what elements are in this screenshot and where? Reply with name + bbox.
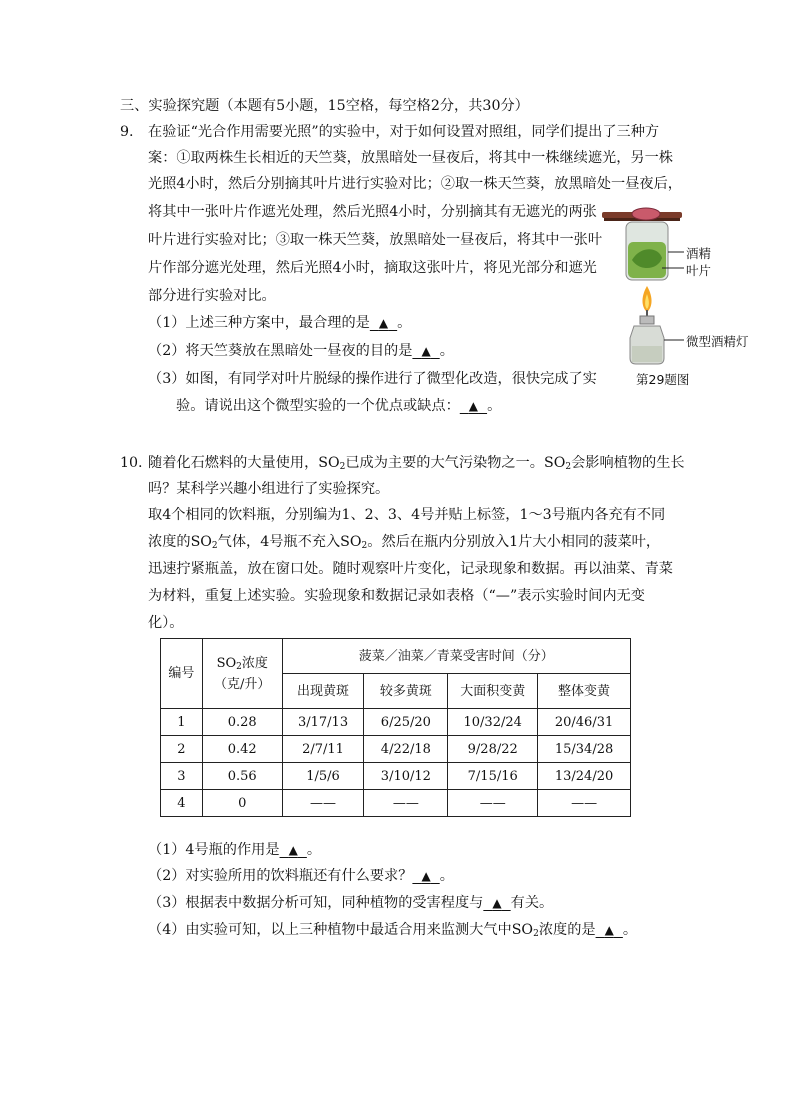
- q10-line1-c: 会影响植物的生长: [571, 455, 685, 471]
- q9-line-5: 叶片进行实验对比；③取一株天竺葵，放黑暗处一昼夜后，将其中一张叶: [148, 232, 603, 248]
- q9-sub2-text: （2）将天竺葵放在黑暗处一昼夜的目的是: [148, 343, 413, 359]
- period: 。: [439, 868, 454, 884]
- q9-sub1: [148, 313, 411, 333]
- cell-value: 1/5/6: [282, 763, 364, 790]
- q10-sub3-text-b: 有关。: [510, 895, 554, 911]
- q10-number: 10.: [120, 455, 143, 471]
- header-number: 编号: [161, 639, 203, 709]
- section-title: 三、实验探究题（本题有5小题，15空格，每空格2分，共30分）: [120, 98, 529, 114]
- cell-value: 15/34/28: [538, 736, 631, 763]
- blank-mark: ▲: [421, 869, 431, 883]
- cell-conc: 0.42: [202, 736, 282, 763]
- q10-line4-c: 。然后在瓶内分别放入1片大小相同的菠菜叶，: [367, 534, 661, 550]
- cell-id: 2: [161, 736, 203, 763]
- cell-value: 3/17/13: [282, 709, 364, 736]
- q10-line-5: 迅速拧紧瓶盖，放在窗口处。随时观察叶片变化，记录现象和数据。再以油菜、青菜: [148, 561, 673, 577]
- q9-line-2: 案：①取两株生长相近的天竺葵，放黑暗处一昼夜后，将其中一株继续遮光，另一株: [148, 150, 673, 166]
- subscript: 2: [565, 462, 572, 472]
- period: 。: [487, 398, 502, 414]
- figure-caption: 第29题图: [636, 372, 690, 387]
- period: 。: [622, 922, 638, 938]
- header-col-1: 出现黄斑: [282, 674, 364, 709]
- table-row: [161, 709, 631, 736]
- header-conc-b: 浓度: [241, 655, 268, 671]
- q10-line-6: 为材料，重复上述实验。实验现象和数据记录如表格（“—”表示实验时间内无变: [148, 588, 645, 604]
- q10-line-1: [148, 453, 685, 477]
- header-concentration: [202, 639, 282, 709]
- cell-value: 7/15/16: [448, 763, 538, 790]
- q9-sub3-text: 验。请说出这个微型实验的一个优点或缺点：: [176, 398, 460, 414]
- q10-sub2-blank[interactable]: [412, 866, 439, 886]
- damage-time-table: [160, 638, 631, 817]
- cell-value: 3/10/12: [364, 763, 448, 790]
- cell-id: 1: [161, 709, 203, 736]
- label-alcohol: 酒精: [686, 246, 712, 261]
- q10-sub4: [148, 920, 637, 944]
- cell-value: 6/25/20: [364, 709, 448, 736]
- q10-sub1-blank[interactable]: [280, 840, 307, 860]
- q10-line-4: [148, 532, 660, 556]
- q9-sub2: [148, 341, 454, 361]
- q9-line-7: 部分进行实验对比。: [148, 288, 276, 304]
- header-conc-unit: （克/升）: [214, 676, 271, 692]
- q10-sub1-text: （1）4号瓶的作用是: [148, 842, 280, 858]
- cell-value: 13/24/20: [538, 763, 631, 790]
- period: 。: [306, 842, 322, 858]
- cell-value: ——: [282, 790, 364, 817]
- q10-sub2-text: （2）对实验所用的饮料瓶还有什么要求？: [148, 868, 413, 884]
- q9-sub1-text: （1）上述三种方案中，最合理的是: [148, 315, 370, 331]
- q10-sub3: [148, 893, 553, 913]
- q9-figure: [600, 200, 770, 390]
- blank-mark: ▲: [288, 843, 298, 857]
- q10-sub1: [148, 840, 321, 860]
- label-leaf: 叶片: [686, 263, 712, 278]
- cell-conc: 0.28: [202, 709, 282, 736]
- q10-sub2: [148, 866, 454, 886]
- blank-mark: ▲: [492, 896, 502, 910]
- q10-line-2: 吗？某科学兴趣小组进行了实验探究。: [148, 481, 390, 497]
- header-col-2: 较多黄斑: [364, 674, 448, 709]
- q10-sub4-text-b: 浓度的是: [538, 922, 596, 938]
- q9-sub3-line1: （3）如图，有同学对叶片脱绿的操作进行了微型化改造，很快完成了实: [148, 371, 597, 387]
- period: 。: [439, 343, 454, 359]
- q10-sub4-text-a: （4）由实验可知，以上三种植物中最适合用来监测大气中SO: [148, 922, 534, 938]
- header-damage-group: 菠菜／油菜／青菜受害时间（分）: [282, 639, 630, 674]
- q9-sub1-blank[interactable]: [370, 313, 397, 333]
- q9-line-4: 将其中一张叶片作遮光处理，然后光照4小时，分别摘其有无遮光的两张: [148, 204, 597, 220]
- cell-value: 4/22/18: [364, 736, 448, 763]
- q9-line-6: 片作部分遮光处理，然后光照4小时，摘取这张叶片，将见光部分和遮光: [148, 260, 597, 276]
- subscript: 2: [361, 541, 368, 551]
- cell-id: 4: [161, 790, 203, 817]
- cell-value: ——: [538, 790, 631, 817]
- subscript: 2: [211, 541, 218, 551]
- cell-value: 9/28/22: [448, 736, 538, 763]
- blank-mark: ▲: [378, 316, 389, 330]
- blank-mark: ▲: [421, 344, 431, 358]
- subscript: 2: [533, 929, 539, 939]
- q10-line1-a: 随着化石燃料的大量使用，SO: [148, 455, 340, 471]
- q9-number: 9.: [120, 124, 134, 140]
- cell-id: 3: [161, 763, 203, 790]
- period: 。: [397, 315, 412, 331]
- cell-value: 2/7/11: [282, 736, 364, 763]
- q10-sub3-blank[interactable]: [483, 893, 510, 913]
- q9-sub3-line2: [176, 396, 501, 416]
- q10-line-7: 化）。: [148, 615, 184, 631]
- q9-sub2-blank[interactable]: [412, 341, 439, 361]
- blank-mark: ▲: [604, 923, 614, 937]
- q9-line-3: 光照4小时，然后分别摘其叶片进行实验对比；②取一株天竺葵，放黑暗处一昼夜后，: [148, 176, 682, 192]
- cell-conc: 0.56: [202, 763, 282, 790]
- q10-line1-b: 已成为主要的大气污染物之一。SO: [345, 455, 566, 471]
- blank-mark: ▲: [468, 399, 479, 413]
- cell-conc: 0: [202, 790, 282, 817]
- label-lamp: 微型酒精灯: [686, 334, 749, 349]
- table-row: [161, 763, 631, 790]
- table-row: [161, 790, 631, 817]
- header-col-3: 大面积变黄: [448, 674, 538, 709]
- micro-experiment-illustration: [600, 200, 770, 390]
- cell-value: 10/32/24: [448, 709, 538, 736]
- subscript: 2: [236, 661, 242, 672]
- q10-line4-b: 气体，4号瓶不充入SO: [217, 534, 362, 550]
- cell-value: ——: [448, 790, 538, 817]
- q10-sub3-text-a: （3）根据表中数据分析可知，同种植物的受害程度与: [148, 895, 484, 911]
- q9-sub3-blank[interactable]: [460, 396, 487, 416]
- cell-value: 20/46/31: [538, 709, 631, 736]
- header-col-4: 整体变黄: [538, 674, 631, 709]
- table-row: [161, 736, 631, 763]
- header-conc-a: SO: [216, 655, 237, 671]
- q9-line-1: 在验证“光合作用需要光照”的实验中，对于如何设置对照组，同学们提出了三种方: [148, 124, 660, 140]
- q10-line-3: 取4个相同的饮料瓶，分别编为1、2、3、4号并贴上标签，1～3号瓶内各充有不同: [148, 507, 666, 523]
- cell-value: ——: [364, 790, 448, 817]
- q10-sub4-blank[interactable]: [596, 920, 623, 940]
- subscript: 2: [339, 462, 346, 472]
- q10-line4-a: 浓度的SO: [148, 534, 212, 550]
